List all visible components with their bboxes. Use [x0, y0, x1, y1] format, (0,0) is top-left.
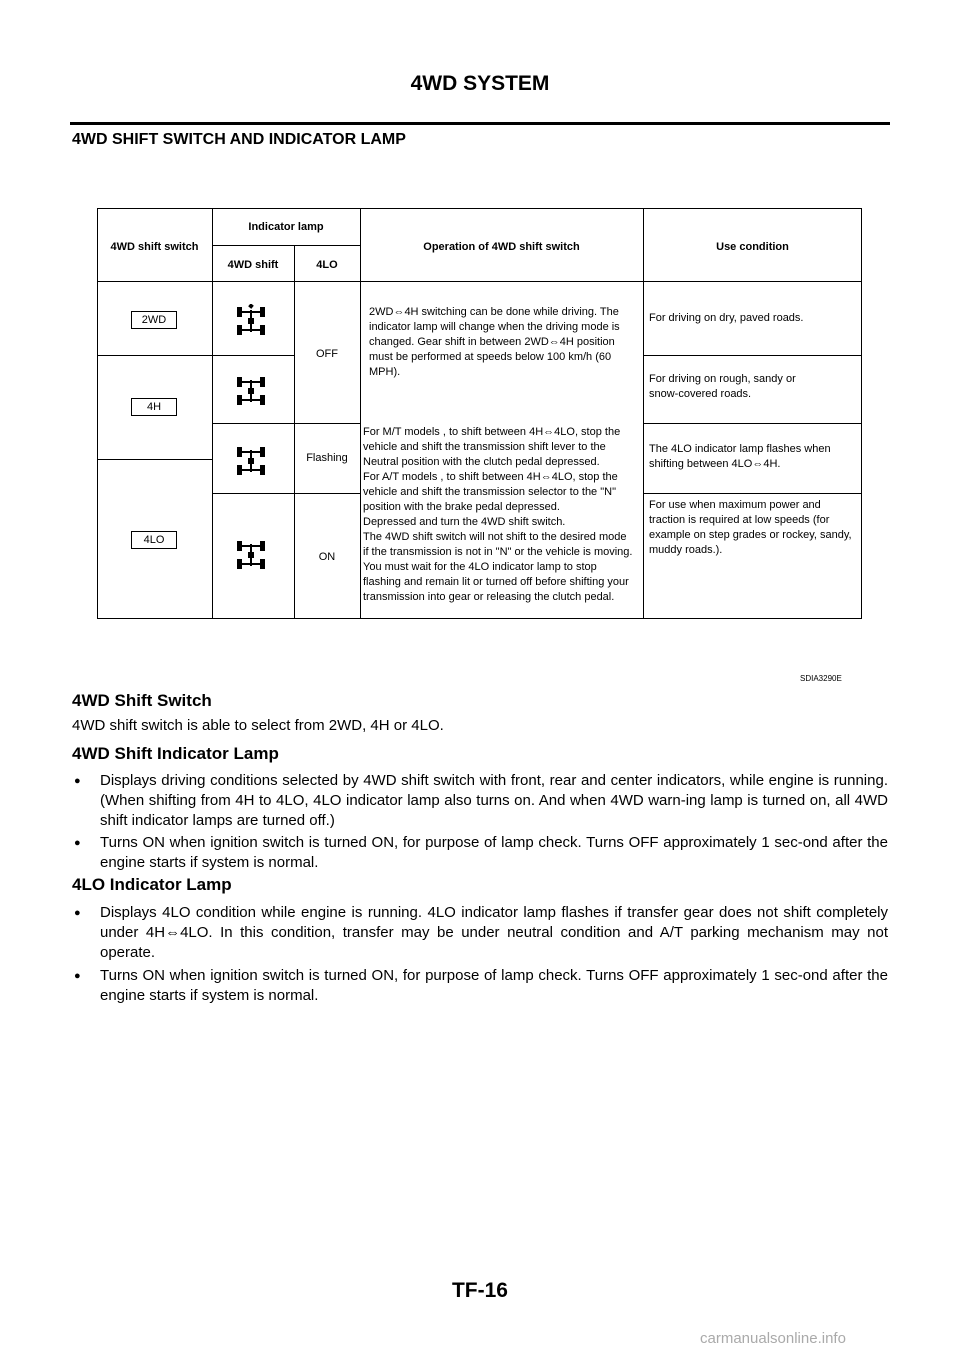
switch-4lo-label: 4LO: [131, 531, 177, 549]
section-4lo-lamp-title: 4LO Indicator Lamp: [72, 875, 232, 894]
switch-2wd-label: 2WD: [131, 311, 177, 329]
header-switch: 4WD shift switch: [110, 241, 199, 253]
bullet-icon: ●: [74, 837, 81, 849]
header-4wd-shift: 4WD shift: [227, 259, 279, 271]
operation-2wd-4h: 2WD⇔4H switching can be done while driving. The indicator lamp will change when the driving mode is changed. Gear shift in between 2WD⇔4H position must be performed at speeds below 100 km/h (60 MPH).: [369, 306, 620, 378]
section-4wd-shift-switch-text: 4WD shift switch is able to select from 2WD, 4H or 4LO.: [72, 717, 444, 734]
page-header: 4WD SYSTEM: [410, 72, 550, 95]
header-4lo: 4LO: [316, 259, 338, 271]
watermark: carmanualsonline.info: [700, 1330, 846, 1347]
drivetrain-4lo-flashing-icon: [235, 444, 267, 483]
list-item: ● Turns ON when ignition switch is turned ON, for purpose of lamp check. Turns OFF approximately 1 sec-ond after the engine starts if system is normal.: [74, 967, 888, 1004]
bullet-icon: ●: [74, 907, 81, 919]
drivetrain-4lo-on-icon: [235, 538, 267, 577]
shift-switch-table: [97, 208, 862, 619]
operation-4h-4lo: For M/T models , to shift between 4H⇔4LO, stop the vehicle and shift the transmission shift lever to the Neutral position with the clutch pedal depressed. For A/T models , to shift between 4H⇔4LO, stop the vehicle and shift the transmission selector to the "N" position with the brake pedal depressed. Depressed and turn the 4WD shift switch. The 4WD shift switch will not shift to the desired mode if the transmission is not in "N" or the vehicle is moving. You must wait for the 4LO indicator lamp to stop flashing and remain lit or turned off before shifting your transmission into gear or releasing the clutch pedal.: [363, 426, 633, 603]
drivetrain-4h-icon: [235, 374, 267, 413]
4lo-on-state: ON: [318, 551, 336, 563]
4lo-off-state: OFF: [316, 348, 338, 360]
header-rule: [70, 122, 890, 125]
use-condition-2wd: For driving on dry, paved roads.: [649, 312, 804, 324]
use-condition-4lo-on: For use when maximum power and traction is required at low speeds (for example on step grades or rockey, sandy, muddy roads.).: [649, 499, 852, 556]
drivetrain-2wd-icon: [235, 304, 267, 343]
switch-4h-label: 4H: [131, 398, 177, 416]
section-title: 4WD SHIFT SWITCH AND INDICATOR LAMP: [72, 131, 406, 148]
section-4wd-shift-switch-title: 4WD Shift Switch: [72, 691, 212, 710]
4lo-flashing-state: Flashing: [306, 452, 348, 464]
header-indicator: Indicator lamp: [248, 221, 324, 233]
bullet-icon: ●: [74, 775, 81, 787]
bullet-icon: ●: [74, 970, 81, 982]
header-use-condition: Use condition: [716, 241, 789, 253]
use-condition-4lo-flashing: The 4LO indicator lamp flashes when shifting between 4LO⇔4H.: [649, 443, 831, 470]
list-item: ● Displays 4LO condition while engine is running. 4LO indicator lamp flashes if transfer gear does not shift completely under 4H⇔4LO. In this condition, transfer may be under neutral condition and A/T parking mechanism may not operate.: [74, 904, 888, 961]
page-number: TF-16: [451, 1279, 508, 1302]
header-operation: Operation of 4WD shift switch: [423, 241, 580, 253]
list-item: ● Turns ON when ignition switch is turned ON, for purpose of lamp check. Turns OFF approximately 1 sec-ond after the engine starts if system is normal.: [74, 834, 888, 871]
figure-id: SDIA3290E: [800, 674, 842, 683]
section-indicator-lamp-title: 4WD Shift Indicator Lamp: [72, 744, 279, 763]
list-item: ● Displays driving conditions selected by 4WD shift switch with front, rear and center indicators, while engine is running. (When shifting from 4H to 4LO, 4LO indicator lamp also turns on. And when 4WD warn-ing lamp is turned on, all 4WD shift indicator lamps are turned off.): [74, 772, 888, 829]
use-condition-4h: For driving on rough, sandy or snow-covered roads.: [649, 373, 796, 400]
